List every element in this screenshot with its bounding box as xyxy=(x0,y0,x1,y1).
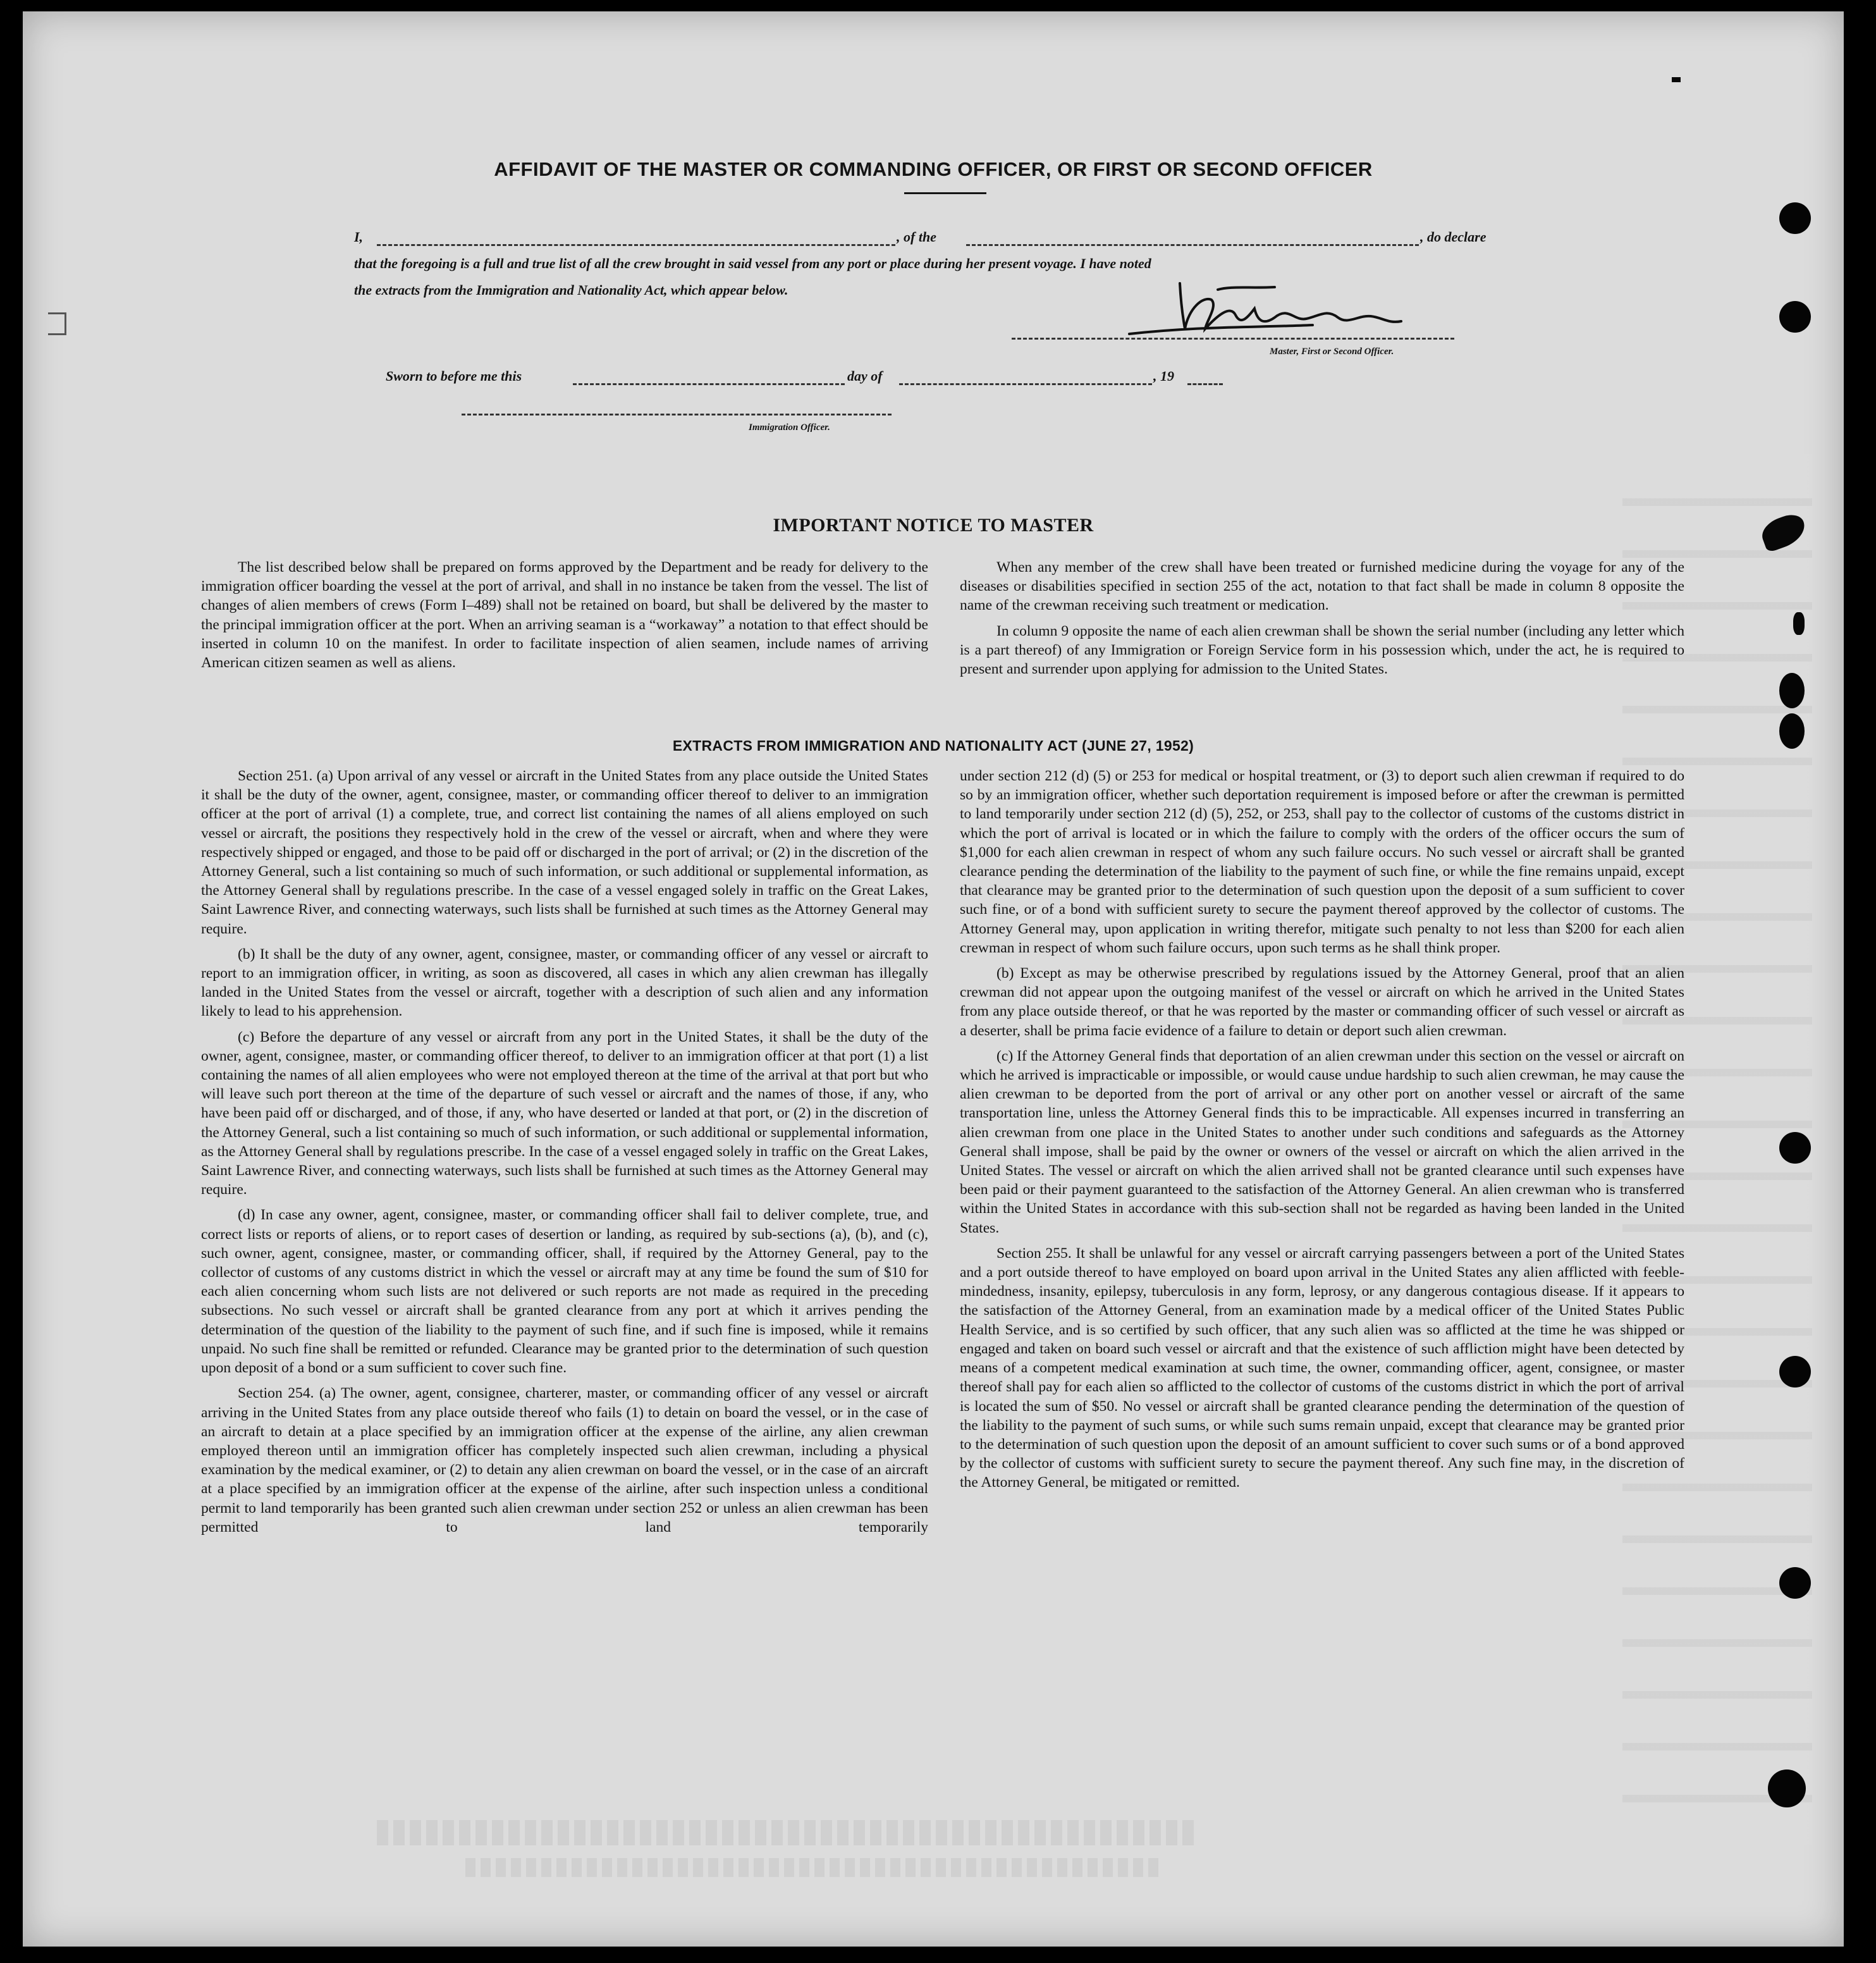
extracts-left-column xyxy=(201,766,928,1543)
notice-right-paragraph-1: When any member of the crew shall have been treated or furnished medicine during the voyage for any of the diseases or disabilities specified in section 255 of the act, notation to that fact shall be made in column 8 opposite the name of the crewman receiving such treatment or medication. xyxy=(960,559,1684,614)
document-page xyxy=(23,11,1844,1947)
do-declare-label: , do declare xyxy=(1420,229,1487,245)
corner-mark xyxy=(1672,77,1681,82)
binder-hole xyxy=(1779,1567,1811,1599)
sworn-label: Sworn to before me this xyxy=(386,368,522,384)
section-254c: (c) If the Attorney General finds that deportation of an alien crewman under this section on the vessel or aircraft on which he arrived is impracticable or impossible, or would cause undue hardship to such alien crewman, he may cause the alien crewman to be deported from the port of arrival or any other port on another vessel or aircraft of the same transportation line, unless the Attorney General finds this to be impracticable. All expenses incurred in transferring an alien crewman from one place in the United States to another under such conditions and safeguards as the Attorney General shall impose, shall be paid by the owner or owners of the vessel or aircraft on which the alien arrived in the United States. The vessel or aircraft on which the alien arrived shall not be granted clearance until such expenses have been paid or their payment guaranteed to the satisfaction of the Attorney General. An alien crewman who is transferred within the United States in accordance with this sub-section shall not be regarded as having been landed in the United States. xyxy=(960,1047,1684,1236)
binder-hole xyxy=(1779,1132,1811,1164)
bleed-through-text xyxy=(320,119,335,147)
sworn-month-field[interactable] xyxy=(899,383,1152,385)
notice-left-column xyxy=(201,558,928,679)
binder-hole xyxy=(1779,673,1805,708)
section-251a: Section 251. (a) Upon arrival of any vessel or aircraft in the United States from any place outside the United States it shall be the duty of the owner, agent, consignee, master, or commanding officer thereof to deliver to an immigration officer at the port of arrival (1) a complete, true, and correct list containing the names of all aliens employed on such vessel or aircraft, the positions they respectively hold in the crew of the vessel or aircraft, when and where they were respectively shipped or engaged, and those to be paid off or discharged in the port of arrival; or (2) in the discretion of the Attorney General, such a list containing so much of such information, or such additional or supplemental information, as the Attorney General shall by regulations prescribe. In the case of a vessel engaged solely in traffic on the Great Lakes, Saint Lawrence River, and connecting waterways, such lists shall be furnished at such times as the Attorney General may require. xyxy=(201,768,928,937)
binder-hole xyxy=(1779,202,1811,234)
affidavit-title: AFFIDAVIT OF THE MASTER OR COMMANDING OFFICER, OR FIRST OR SECOND OFFICER xyxy=(494,158,1373,180)
extracts-right-column xyxy=(960,766,1684,1499)
bleed-through-footer xyxy=(465,1858,1161,1877)
title-underline xyxy=(904,192,986,194)
section-251d: (d) In case any owner, agent, consignee, master, or commanding officer shall fail to deliver complete, true, and correct lists or reports of aliens, or to report cases of desertion or landing, as required by sub-sections (a), (b), and (c), such owner, agent, consignee, master, or commanding officer, shall, if required by the Attorney General, pay to the collector of customs of any customs district in which the vessel or aircraft may at any time be found the sum of $10 for each alien concerning whom such lists are not delivered or such reports are not made as required in the preceding subsections. No such vessel or aircraft shall be granted clearance from any port at which it arrives pending the determination of the question of the liability to the payment of such fine, and if such fine is imposed, while it remains unpaid. No such fine shall be remitted or refunded. Clearance may be granted prior to the determination of such question upon deposit of a bond or a sum sufficient to cover such fine. xyxy=(201,1207,928,1377)
name-field[interactable] xyxy=(377,244,895,246)
officer-caption: Immigration Officer. xyxy=(749,422,830,433)
margin-mark xyxy=(48,312,66,335)
ink-blot xyxy=(1793,612,1805,635)
binder-hole xyxy=(1779,301,1811,333)
section-254a-continued: under section 212 (d) (5) or 253 for medical or hospital treatment, or (3) to deport such alien crewman if required to do so by an immigration officer, whether such deportation requirement is imposed before or after the crewman is permitted to land temporarily under section 212 (d) (5), 252, or 253, shall pay to the collector of customs of the customs district in which the port of arrival is located or in which the failure to comply with the orders of the officer occurs the sum of $1,000 for each alien crewman in respect of whom any such failure occurs. No such vessel or aircraft shall be granted clearance pending the determination of the liability to the payment of such fine, or while the fine remains unpaid, except that clearance may be granted prior to the determination of such question upon the deposit of a sum sufficient to cover such fine, or of a bond with sufficient surety to secure the payment thereof approved by the collector of customs. The Attorney General may, upon application in writing therefor, mitigate such penalty to not less than $200 for each alien crewman in respect of whom such failure occurs, upon such terms as he shall think proper. xyxy=(960,768,1684,956)
signature-caption: Master, First or Second Officer. xyxy=(1270,347,1394,357)
notice-left-paragraph: The list described below shall be prepared on forms approved by the Department and be ready for delivery to the immigration officer boarding the vessel at the port of arrival, and shall in no instance be taken from the vessel. The list of changes of alien members of crews (Form I–489) shall not be retained on board, but shall be delivered by the master to the principal immigration officer at the port. When an arriving seaman is a “workaway” a notation to that effect should be inserted in column 10 on the manifest. In order to facilitate inspection of alien seamen, include names of arriving American citizen seamen as well as aliens. xyxy=(201,559,928,672)
bleed-through-footer xyxy=(377,1820,1199,1845)
sworn-year-field[interactable] xyxy=(1187,383,1223,385)
section-255: Section 255. It shall be unlawful for any vessel or aircraft carrying passengers between a port of the United States and a port outside thereof to have employed on board upon arrival in the United States any alien afflicted with feeble-mindedness, insanity, epilepsy, tuberculosis in any form, leprosy, or any dangerous contagious disease. If it appears to the satisfaction of the Attorney General, from an examination made by a medical officer of the United States Public Health Service, and is so certified by such officer, that any such alien was so afflicted at the time he was shipped or engaged and taken on board such vessel or aircraft and that the existence of such affliction might have been detected by means of a competent medical examination at such time, the owner, commanding officer, agent, consignee, or master thereof shall pay for each alien so afflicted to the collector of customs of the customs district in which the port of arrival is located the sum of $50. No vessel or aircraft shall be granted clearance pending the determination of the question of the liability to the payment of such sums, or while such sums remain unpaid, except that clearance may be granted prior to the determination of such question upon the deposit of an amount sufficient to cover such sums or of a bond approved by the collector of customs with sufficient surety to secure the payment thereof. Any such fine may, in the discretion of the Attorney General, be mitigated or remitted. xyxy=(960,1245,1684,1491)
statement-line-1: that the foregoing is a full and true list of all the crew brought in said vessel from any port or place during her present voyage. I have noted xyxy=(354,255,1151,271)
binder-hole xyxy=(1779,1356,1811,1388)
notice-right-paragraph-2: In column 9 opposite the name of each alien crewman shall be shown the serial number (including any letter which is a part thereof) of any Immigration or Foreign Service form in his possession which, under the act, he is required to present and surrender upon applying for admission to the United States. xyxy=(960,622,1684,678)
sworn-date-field[interactable] xyxy=(573,383,845,385)
notice-right-column xyxy=(960,558,1684,685)
section-254b: (b) Except as may be otherwise prescribed by regulations issued by the Attorney General, proof that an alien crewman did not appear upon the outgoing manifest of the vessel or aircraft on which he arrived in the United States from any place outside thereof, or that he was reported by the master or commanding officer of such vessel or aircraft as a deserter, shall be prima facie evidence of a failure to detain or deport such alien crewman. xyxy=(960,965,1684,1039)
section-251b: (b) It shall be the duty of any owner, agent, consignee, master, or commanding officer of any vessel or aircraft to report to an immigration officer, in writing, as soon as discovered, all cases in which any alien crewman has illegally landed in the United States from the vessel or aircraft, together with a description of such alien and any information likely to lead to his apprehension. xyxy=(201,945,928,1020)
i-label: I, xyxy=(354,229,364,245)
extracts-title: EXTRACTS FROM IMMIGRATION AND NATIONALITY ACT (JUNE 27, 1952) xyxy=(672,737,1194,754)
day-of-label: day of xyxy=(847,368,883,384)
binder-hole xyxy=(1768,1769,1806,1807)
notice-title: IMPORTANT NOTICE TO MASTER xyxy=(773,515,1094,536)
year-label: , 19 xyxy=(1153,368,1174,384)
vessel-field[interactable] xyxy=(966,244,1419,246)
signature-image xyxy=(1123,271,1477,347)
section-254a: Section 254. (a) The owner, agent, consignee, charterer, master, or commanding officer of any vessel or aircraft arriving in the United States from any place outside thereof who fails (1) to detain on board the vessel, or in the case of an aircraft to detain at a place specified by an immigration officer at the expense of the airline, any alien crewman employed thereon until an immigration officer has completely inspected such alien crewman, including a physical examination by the medical examiner, or (2) to detain any alien crewman on board the vessel, or in the case of an aircraft at a place specified by an immigration officer at the expense of the airline, after such inspection unless a conditional permit to land temporarily has been granted such alien crewman under section 252 or unless an alien crewman has been permitted to land temporarily xyxy=(201,1385,928,1535)
section-251c: (c) Before the departure of any vessel or aircraft from any port in the United States, it shall be the duty of the owner, agent, consignee, master, or commanding officer thereof, to deliver to an immigration officer at that port (1) a list containing the names of all alien employees who were not employed thereon at the time of the arrival at that port but who will leave such port thereon at the time of the departure of such vessel or aircraft and the names of those, if any, who have been paid off or discharged, and of those, if any, who have deserted or landed at that port, or (2) in the discretion of the Attorney General, such a list containing so much of such information, or such additional or supplemental information, as the Attorney General shall by regulations prescribe. In the case of a vessel engaged solely in traffic on the Great Lakes, Saint Lawrence River, and connecting waterways, such lists shall be furnished at such times as the Attorney General may require. xyxy=(201,1028,928,1198)
signature-line xyxy=(1012,338,1454,340)
officer-signature-line xyxy=(462,414,892,415)
of-the-label: , of the xyxy=(897,229,936,245)
statement-line-2: the extracts from the Immigration and Nationality Act, which appear below. xyxy=(354,282,788,298)
